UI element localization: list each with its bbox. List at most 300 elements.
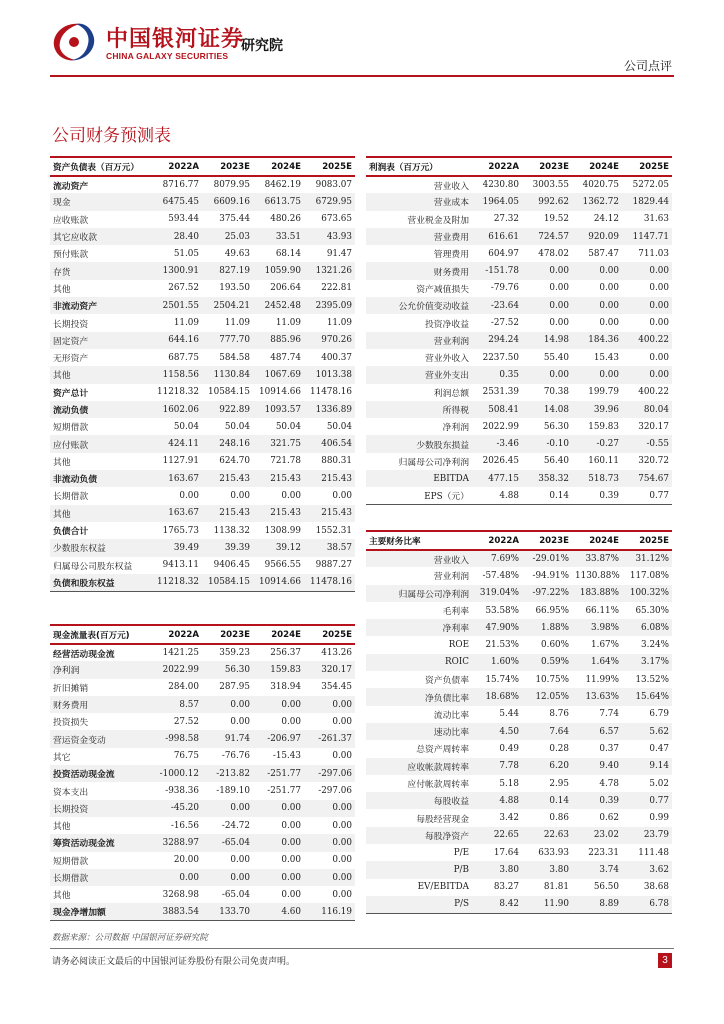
value-cell: 0.00: [281, 699, 301, 710]
value-cell: 10584.15: [208, 577, 250, 588]
row-label: 流动资产: [53, 181, 89, 192]
logo-english-name: CHINA GALAXY SECURITIES: [106, 51, 229, 61]
value-cell: 2237.50: [482, 352, 519, 363]
value-cell: 11478.16: [310, 577, 352, 588]
value-cell: 1059.90: [264, 266, 301, 277]
value-cell: 6729.95: [315, 196, 352, 207]
value-cell: 0.00: [649, 300, 669, 311]
value-cell: 0.00: [549, 283, 569, 294]
footer-divider: [50, 948, 674, 949]
source-note: 数据来源：公司数据 中国银河证券研究院: [52, 933, 208, 943]
value-cell: 223.31: [588, 847, 619, 858]
value-cell: 2395.09: [315, 300, 352, 311]
value-cell: 3.24%: [641, 640, 669, 651]
value-cell: 294.24: [488, 335, 519, 346]
value-cell: 19.52: [543, 214, 569, 225]
value-cell: 0.00: [332, 716, 352, 727]
row-label: 其它应收款: [53, 233, 97, 244]
value-cell: 880.31: [321, 456, 352, 467]
value-cell: 587.47: [588, 248, 619, 259]
table-header-row: [50, 625, 355, 644]
row-label: 流动负债: [53, 406, 89, 416]
table-row: [366, 245, 672, 262]
value-cell: 51.05: [173, 248, 199, 259]
value-cell: 0.00: [549, 300, 569, 311]
table-row: [366, 176, 672, 193]
row-label: 营业利润: [433, 336, 469, 347]
value-cell: 53.58%: [485, 605, 519, 616]
value-cell: 777.70: [219, 335, 250, 346]
row-label: 管理费用: [433, 250, 469, 261]
row-label: 营业外支出: [425, 371, 469, 382]
value-cell: 9.14: [649, 761, 669, 772]
value-cell: 1013.38: [315, 369, 352, 380]
value-cell: 0.00: [179, 872, 199, 883]
value-cell: 1.88%: [541, 622, 569, 633]
table-row: [366, 654, 672, 671]
value-cell: 0.00: [332, 872, 352, 883]
year-header: 2024E: [589, 535, 619, 546]
row-label: 长期借款: [53, 874, 89, 884]
value-cell: -251.77: [267, 786, 301, 797]
value-cell: 3.80: [549, 864, 569, 875]
value-cell: 13.52%: [635, 674, 669, 685]
value-cell: 23.02: [593, 830, 619, 841]
value-cell: 5.18: [499, 778, 519, 789]
value-cell: 3883.54: [162, 906, 199, 917]
value-cell: 13.63%: [585, 692, 619, 703]
value-cell: -297.06: [318, 786, 352, 797]
value-cell: -57.48%: [482, 570, 519, 581]
value-cell: 9413.11: [162, 560, 199, 571]
value-cell: 38.68: [643, 882, 669, 893]
value-cell: 400.37: [321, 352, 352, 363]
value-cell: 1602.06: [162, 404, 199, 415]
table-row: [366, 349, 672, 366]
value-cell: 0.00: [179, 490, 199, 501]
row-label: 每股经营现金: [416, 814, 469, 825]
year-header: 2025E: [322, 629, 352, 640]
value-cell: 0.00: [281, 716, 301, 727]
year-header: 2022A: [488, 535, 519, 546]
value-cell: 687.75: [168, 352, 199, 363]
value-cell: 256.37: [270, 648, 301, 659]
row-label: 短期借款: [53, 856, 89, 867]
value-cell: 248.16: [219, 439, 250, 450]
value-cell: 215.43: [219, 473, 250, 484]
value-cell: 0.00: [230, 803, 250, 814]
value-cell: -1000.12: [159, 768, 199, 779]
row-label: 营业利润: [433, 572, 469, 583]
row-label: 经营活动现金流: [53, 649, 115, 660]
row-label: 总资产周转率: [416, 745, 469, 756]
row-label: 非流动负债: [53, 475, 97, 486]
value-cell: 400.22: [638, 387, 669, 398]
value-cell: 56.30: [224, 664, 250, 675]
table-row: [366, 861, 672, 878]
value-cell: 9406.45: [213, 560, 250, 571]
table-row: [50, 557, 355, 574]
value-cell: 1336.89: [315, 404, 352, 415]
value-cell: 9083.07: [315, 180, 352, 191]
value-cell: 0.99: [649, 813, 669, 824]
row-label: 净利润: [53, 666, 80, 677]
value-cell: 222.81: [321, 283, 352, 294]
table-row: [50, 384, 355, 401]
value-cell: 2026.45: [482, 456, 519, 467]
table-row: [50, 869, 355, 886]
value-cell: 4.78: [599, 778, 619, 789]
value-cell: -76.76: [221, 751, 250, 762]
value-cell: 5.02: [649, 778, 669, 789]
value-cell: 0.00: [599, 369, 619, 380]
income-statement-table: [366, 156, 672, 505]
table-row: [366, 193, 672, 210]
table-row: [50, 280, 355, 297]
value-cell: 0.00: [281, 820, 301, 831]
value-cell: 83.27: [493, 882, 519, 893]
row-label: 折旧摊销: [53, 683, 89, 694]
value-cell: 91.47: [326, 248, 352, 259]
value-cell: 3003.55: [532, 180, 569, 191]
row-label: 存货: [53, 267, 71, 278]
value-cell: 970.26: [321, 335, 352, 346]
table-row: [50, 834, 355, 851]
value-cell: 0.00: [332, 751, 352, 762]
row-label: 资产减值损失: [416, 284, 469, 295]
table-row: [50, 418, 355, 435]
row-label: 速动比率: [433, 728, 469, 739]
value-cell: 111.48: [638, 847, 669, 858]
row-label: P/S: [454, 899, 469, 910]
balance-sheet-table: [50, 156, 355, 592]
value-cell: 91.74: [224, 734, 250, 745]
value-cell: 66.95%: [535, 605, 569, 616]
value-cell: 4.50: [499, 726, 519, 737]
row-label: 现金: [53, 198, 71, 209]
row-label: 资本支出: [53, 787, 89, 798]
year-header: 2025E: [639, 535, 669, 546]
table-row: [50, 852, 355, 869]
value-cell: 1765.73: [162, 525, 199, 536]
value-cell: 14.08: [543, 404, 569, 415]
value-cell: 2504.21: [213, 300, 250, 311]
value-cell: 0.00: [649, 352, 669, 363]
value-cell: 359.23: [219, 648, 250, 659]
table-row: [50, 574, 355, 591]
row-label: 其他: [53, 457, 71, 468]
table-title: 主要财务比率: [369, 536, 421, 547]
value-cell: 66.11%: [585, 605, 619, 616]
row-label: EBITDA: [433, 473, 469, 484]
value-cell: 25.03: [224, 231, 250, 242]
value-cell: 10914.66: [259, 577, 301, 588]
table-row: [50, 800, 355, 817]
value-cell: 0.00: [281, 855, 301, 866]
value-cell: 199.79: [588, 387, 619, 398]
row-label: 净利率: [442, 624, 469, 635]
value-cell: 80.04: [643, 404, 669, 415]
value-cell: 287.95: [219, 682, 250, 693]
section-title: 公司财务预测表: [52, 126, 171, 146]
table-row: [50, 176, 355, 193]
row-label: 财务费用: [53, 701, 89, 712]
value-cell: 100.32%: [629, 588, 669, 599]
value-cell: 159.83: [588, 421, 619, 432]
row-label: ROE: [448, 640, 469, 651]
year-header: 2023E: [539, 161, 569, 172]
year-header: 2024E: [271, 629, 301, 640]
value-cell: 1829.44: [632, 196, 669, 207]
value-cell: 11.90: [543, 899, 569, 910]
table-header-row: [366, 531, 672, 550]
row-label: 其他: [53, 891, 71, 902]
value-cell: 0.39: [599, 490, 619, 501]
table-row: [50, 679, 355, 696]
row-label: 公允价值变动收益: [398, 302, 469, 313]
value-cell: 518.73: [588, 473, 619, 484]
value-cell: 0.86: [549, 813, 569, 824]
table-row: [50, 401, 355, 418]
value-cell: 43.93: [326, 231, 352, 242]
value-cell: 215.43: [270, 508, 301, 519]
table-row: [50, 470, 355, 487]
row-label: 营运资金变动: [53, 735, 106, 746]
table-row: [50, 696, 355, 713]
value-cell: -24.72: [221, 820, 250, 831]
logo-institute: 研究院: [241, 38, 283, 54]
value-cell: 0.00: [332, 803, 352, 814]
value-cell: 4230.80: [482, 180, 519, 191]
value-cell: 6609.16: [213, 196, 250, 207]
table-row: [366, 723, 672, 740]
value-cell: 1127.91: [162, 456, 199, 467]
value-cell: 0.00: [549, 318, 569, 329]
value-cell: -23.64: [490, 300, 519, 311]
row-label: 营业税金及附加: [407, 215, 469, 226]
row-label: 净负债比率: [425, 693, 469, 704]
value-cell: 1362.72: [582, 196, 619, 207]
value-cell: -65.04: [221, 889, 250, 900]
logo-chinese-name: 中国银河证券: [106, 27, 245, 52]
value-cell: 0.00: [332, 820, 352, 831]
value-cell: 3288.97: [162, 837, 199, 848]
row-label: 资产负债率: [425, 676, 469, 687]
value-cell: 827.19: [219, 266, 250, 277]
value-cell: -189.10: [216, 786, 250, 797]
value-cell: -94.91%: [532, 570, 569, 581]
value-cell: 31.63: [643, 214, 669, 225]
value-cell: 163.67: [168, 508, 199, 519]
value-cell: 15.64%: [635, 692, 669, 703]
value-cell: 6.57: [599, 726, 619, 737]
value-cell: 1.60%: [491, 657, 519, 668]
value-cell: -0.10: [546, 439, 569, 450]
row-label: 财务费用: [433, 267, 469, 278]
value-cell: 68.14: [275, 248, 301, 259]
table-header-row: [50, 157, 355, 176]
value-cell: 0.77: [649, 490, 669, 501]
value-cell: -206.97: [267, 734, 301, 745]
table-row: [50, 730, 355, 747]
value-cell: 10914.66: [259, 387, 301, 398]
value-cell: 0.00: [230, 699, 250, 710]
value-cell: 11.09: [224, 318, 250, 329]
table-row: [366, 211, 672, 228]
year-header: 2024E: [589, 161, 619, 172]
value-cell: 39.96: [593, 404, 619, 415]
value-cell: 11478.16: [310, 387, 352, 398]
table-row: [366, 844, 672, 861]
value-cell: 0.00: [281, 803, 301, 814]
table-row: [50, 297, 355, 314]
value-cell: 0.00: [332, 699, 352, 710]
table-row: [366, 297, 672, 314]
value-cell: 11218.32: [157, 577, 199, 588]
value-cell: 55.40: [543, 352, 569, 363]
value-cell: 2022.99: [482, 421, 519, 432]
table-row: [366, 758, 672, 775]
document-type: 公司点评: [623, 59, 672, 73]
row-label: ROIC: [444, 657, 469, 668]
value-cell: 0.00: [230, 716, 250, 727]
value-cell: 1158.56: [162, 369, 199, 380]
value-cell: 0.00: [332, 837, 352, 848]
table-row: [50, 522, 355, 539]
table-row: [50, 453, 355, 470]
value-cell: 4.60: [281, 906, 301, 917]
table-header-row: [366, 157, 672, 176]
row-label: 负债和股东权益: [53, 578, 115, 589]
value-cell: 0.00: [649, 369, 669, 380]
table-row: [50, 539, 355, 556]
value-cell: -251.77: [267, 768, 301, 779]
value-cell: -0.55: [646, 439, 669, 450]
value-cell: 0.59%: [541, 657, 569, 668]
table-row: [50, 211, 355, 228]
value-cell: 400.22: [638, 335, 669, 346]
value-cell: 0.49: [499, 743, 519, 754]
table-row: [50, 366, 355, 383]
value-cell: 413.26: [321, 648, 352, 659]
table-row: [50, 349, 355, 366]
row-label: 其他: [53, 371, 71, 382]
row-label: 每股净资产: [425, 831, 469, 842]
header-divider: [50, 75, 674, 77]
value-cell: 31.12%: [635, 554, 669, 565]
row-label: 资产总计: [53, 388, 89, 399]
value-cell: 9566.55: [264, 560, 301, 571]
value-cell: 0.00: [281, 837, 301, 848]
value-cell: 39.12: [275, 542, 301, 553]
row-label: 营业收入: [433, 555, 469, 566]
value-cell: 15.43: [593, 352, 619, 363]
value-cell: 8716.77: [162, 180, 199, 191]
value-cell: 8.42: [499, 899, 519, 910]
value-cell: -213.82: [216, 768, 250, 779]
value-cell: 22.65: [493, 830, 519, 841]
value-cell: 1552.31: [315, 525, 352, 536]
row-label: 短期借款: [53, 423, 89, 434]
year-header: 2025E: [639, 161, 669, 172]
table-row: [366, 619, 672, 636]
value-cell: 81.81: [543, 882, 569, 893]
value-cell: -29.01%: [532, 554, 569, 565]
value-cell: -16.56: [170, 820, 199, 831]
value-cell: 3.80: [499, 864, 519, 875]
value-cell: 319.04%: [479, 588, 519, 599]
value-cell: 49.63: [224, 248, 250, 259]
value-cell: 0.00: [332, 490, 352, 501]
value-cell: 133.70: [219, 906, 250, 917]
value-cell: 6.08%: [641, 622, 669, 633]
table-row: [366, 775, 672, 792]
table-row: [366, 470, 672, 487]
year-header: 2022A: [168, 629, 199, 640]
value-cell: 183.88%: [579, 588, 619, 599]
table-row: [50, 748, 355, 765]
value-cell: 424.11: [168, 439, 199, 450]
table-row: [366, 550, 672, 567]
row-label: 营业收入: [433, 181, 469, 192]
value-cell: 6.20: [549, 761, 569, 772]
table-title: 资产负债表（百万元）: [53, 162, 139, 173]
table-row: [366, 827, 672, 844]
row-label: 其他: [53, 822, 71, 833]
value-cell: 193.50: [219, 283, 250, 294]
row-label: 毛利率: [442, 607, 469, 618]
value-cell: 0.00: [599, 318, 619, 329]
year-header: 2023E: [220, 629, 250, 640]
value-cell: 50.04: [275, 421, 301, 432]
value-cell: 0.00: [649, 266, 669, 277]
table-row: [366, 706, 672, 723]
value-cell: 6613.75: [264, 196, 301, 207]
value-cell: 0.28: [549, 743, 569, 754]
value-cell: 160.11: [588, 456, 619, 467]
value-cell: 2022.99: [162, 664, 199, 675]
value-cell: 406.54: [321, 439, 352, 450]
value-cell: -938.36: [165, 786, 199, 797]
value-cell: 4.88: [499, 490, 519, 501]
table-row: [50, 332, 355, 349]
row-label: 所得税: [442, 406, 469, 416]
value-cell: 0.77: [649, 795, 669, 806]
table-row: [366, 384, 672, 401]
row-label: 非流动资产: [53, 302, 97, 313]
value-cell: 0.00: [230, 872, 250, 883]
table-row: [50, 262, 355, 279]
table-row: [366, 262, 672, 279]
value-cell: 593.44: [168, 214, 199, 225]
value-cell: 17.64: [493, 847, 519, 858]
value-cell: -27.52: [490, 318, 519, 329]
table-row: [366, 636, 672, 653]
value-cell: 215.43: [321, 508, 352, 519]
table-row: [50, 314, 355, 331]
value-cell: 11.09: [275, 318, 301, 329]
value-cell: 215.43: [270, 473, 301, 484]
row-label: 投资损失: [53, 718, 89, 729]
value-cell: 0.00: [281, 490, 301, 501]
value-cell: 5.62: [649, 726, 669, 737]
value-cell: 116.19: [321, 906, 352, 917]
value-cell: 1.64%: [591, 657, 619, 668]
value-cell: 1130.84: [213, 369, 250, 380]
value-cell: 318.94: [270, 682, 301, 693]
row-label: 少数股东权益: [53, 544, 106, 555]
value-cell: 117.08%: [629, 570, 669, 581]
